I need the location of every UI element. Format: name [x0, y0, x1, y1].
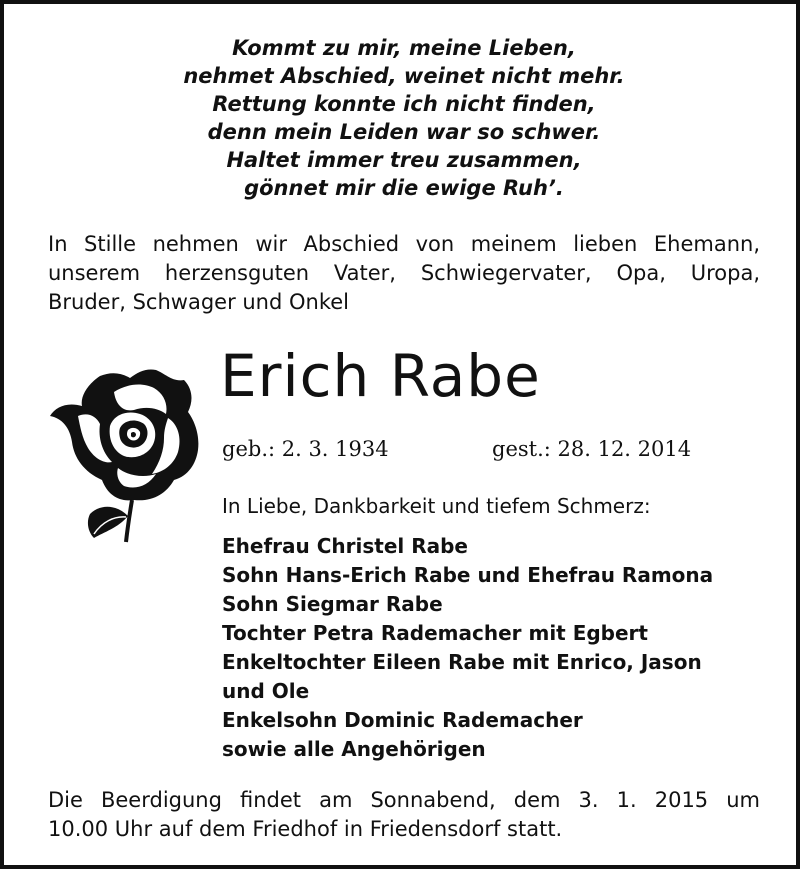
poem-line: Haltet immer treu zusammen, [226, 148, 582, 172]
mourner-line: Sohn Siegmar Rabe [222, 592, 443, 616]
mourner-line: Tochter Petra Rademacher mit Egbert [222, 621, 648, 645]
mourning-lead: In Liebe, Dankbarkeit und tiefem Schmerz: [222, 494, 651, 518]
poem-line: gönnet mir die ewige Ruh’. [244, 176, 564, 200]
funeral-line: Die Beerdigung findet am Sonnabend, dem 3. 1. 2015 um [48, 788, 760, 812]
intro-text [48, 230, 760, 317]
mourner-line: Enkeltochter Eileen Rabe mit Enrico, Jason [222, 650, 702, 674]
intro-line: Bruder, Schwager und Onkel [48, 290, 350, 314]
rose-icon [48, 354, 208, 544]
intro-line: In Stille nehmen wir Abschied von meinem lieben Ehemann, [48, 232, 760, 256]
intro-line: unserem herzensguten Vater, Schwiegervater, Opa, Uropa, [48, 261, 760, 285]
mourners-list [222, 532, 713, 764]
poem-line: denn mein Leiden war so schwer. [207, 120, 601, 144]
poem-line: Kommt zu mir, meine Lieben, [232, 36, 576, 60]
birth-date: geb.: 2. 3. 1934 [222, 437, 389, 461]
death-date: gest.: 28. 12. 2014 [492, 437, 692, 461]
mourner-line: und Ole [222, 679, 310, 703]
poem-line: nehmet Abschied, weinet nicht mehr. [183, 64, 625, 88]
mourner-line: Sohn Hans-Erich Rabe und Ehefrau Ramona [222, 563, 714, 587]
funeral-notice [48, 786, 760, 844]
mourner-line: sowie alle Angehörigen [222, 737, 486, 761]
deceased-name: Erich Rabe [220, 342, 541, 410]
mourner-line: Ehefrau Christel Rabe [222, 534, 468, 558]
poem [4, 34, 800, 202]
funeral-line: 10.00 Uhr auf dem Friedhof in Friedensdorf statt. [48, 817, 563, 841]
mourner-line: Enkelsohn Dominic Rademacher [222, 708, 583, 732]
poem-line: Rettung konnte ich nicht finden, [212, 92, 596, 116]
